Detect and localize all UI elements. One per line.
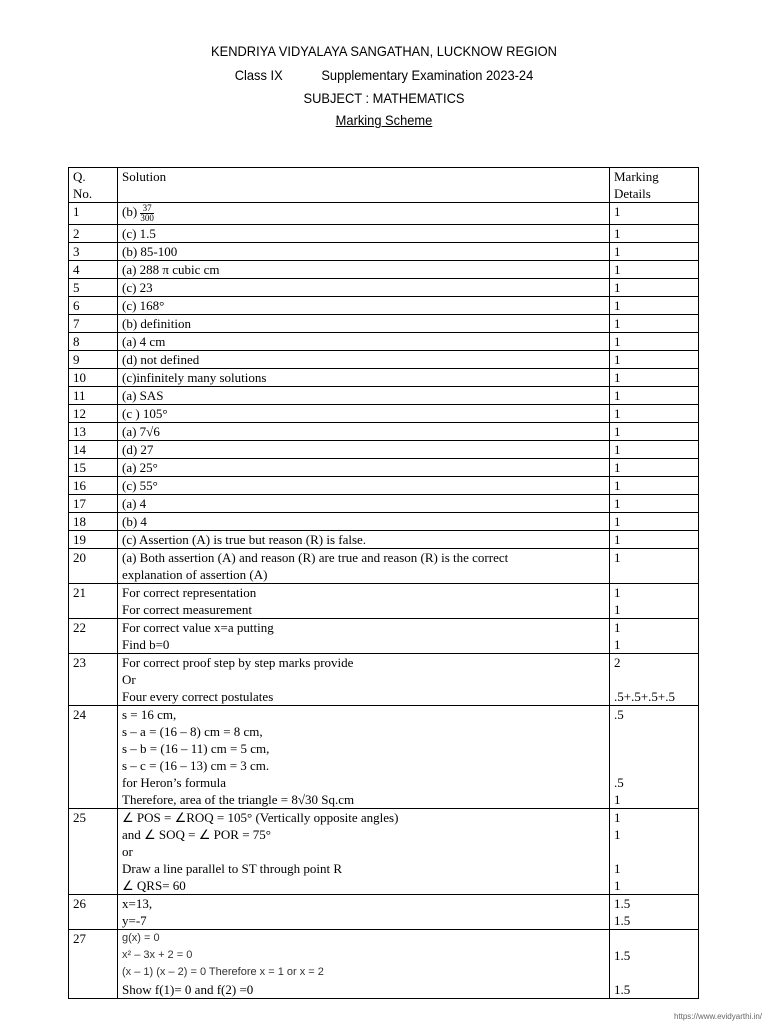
table-row: [69, 315, 699, 333]
col-header-solution: Solution: [118, 168, 610, 203]
marks-line: 1.5: [614, 913, 631, 928]
question-number: 15: [69, 459, 118, 477]
marks-cell: [610, 495, 699, 513]
solution-cell: [118, 333, 610, 351]
marks-line: 1: [614, 388, 621, 403]
solution-cell: [118, 315, 610, 333]
solution-cell: [118, 549, 610, 584]
solution-line: (a) 7√6: [122, 424, 160, 439]
marks-line: 1: [614, 370, 621, 385]
table-row: [69, 297, 699, 315]
marks-line: 1: [614, 226, 621, 241]
question-number: 7: [69, 315, 118, 333]
solution-cell: [118, 261, 610, 279]
table-row: [69, 261, 699, 279]
marks-line: [614, 723, 694, 740]
question-number: 5: [69, 279, 118, 297]
solution-line: (d) 27: [122, 442, 154, 457]
marks-line: [614, 930, 694, 947]
question-number: 11: [69, 387, 118, 405]
solution-line: (c) 23: [122, 280, 153, 295]
solution-line: ∠ POS = ∠ROQ = 105° (Vertically opposite angles): [122, 810, 399, 825]
marks-cell: [610, 405, 699, 423]
solution-cell: [118, 895, 610, 930]
marks-cell: [610, 203, 699, 225]
solution-cell: [118, 423, 610, 441]
question-number: 3: [69, 243, 118, 261]
marks-line: .5: [614, 775, 624, 790]
marks-line: 1: [614, 442, 621, 457]
marks-line: 1: [614, 316, 621, 331]
solution-line: (b) $\frac{37}{300}$: [122, 202, 154, 223]
solution-line: For correct value x=a putting: [122, 620, 274, 635]
marks-cell: [610, 549, 699, 584]
solution-line: Or: [122, 672, 136, 687]
table-row: [69, 531, 699, 549]
solution-cell: [118, 387, 610, 405]
solution-line: (x – 1) (x – 2) = 0 Therefore x = 1 or x = 2: [122, 966, 324, 978]
col-header-qno: Q. No.: [69, 168, 118, 203]
marks-line: 1: [614, 620, 621, 635]
marks-line: .5: [614, 707, 624, 722]
question-number: 6: [69, 297, 118, 315]
marks-cell: [610, 619, 699, 654]
marks-line: 1: [614, 496, 621, 511]
question-number: 12: [69, 405, 118, 423]
solution-cell: [118, 351, 610, 369]
table-row: [69, 225, 699, 243]
marks-line: 1: [614, 602, 621, 617]
solution-cell: [118, 619, 610, 654]
solution-cell: [118, 279, 610, 297]
marks-cell: [610, 459, 699, 477]
marks-line: 1.5: [614, 896, 631, 911]
marks-line: 1: [614, 878, 621, 893]
table-row: [69, 513, 699, 531]
marks-cell: [610, 351, 699, 369]
solution-line: (c)infinitely many solutions: [122, 370, 267, 385]
solution-line: For correct proof step by step marks provide: [122, 655, 354, 670]
header-subject: SUBJECT : MATHEMATICS: [303, 90, 465, 106]
solution-line: s – b = (16 – 11) cm = 5 cm,: [122, 741, 270, 756]
header-class-exam: [31, 67, 738, 83]
solution-line: Four every correct postulates: [122, 689, 274, 704]
solution-cell: [118, 297, 610, 315]
marks-line: 1: [614, 352, 621, 367]
question-number: 24: [69, 706, 118, 809]
solution-line: (a) 4: [122, 496, 147, 511]
table-row: [69, 549, 699, 584]
marks-line: 1: [614, 810, 621, 825]
solution-cell: [118, 203, 610, 225]
question-number: 25: [69, 809, 118, 895]
marks-cell: [610, 423, 699, 441]
marks-line: [614, 740, 694, 757]
table-body: [69, 203, 699, 999]
solution-line: For correct representation: [122, 585, 257, 600]
question-number: 18: [69, 513, 118, 531]
question-number: 26: [69, 895, 118, 930]
question-number: 20: [69, 549, 118, 584]
solution-line: (a) SAS: [122, 388, 164, 403]
question-number: 14: [69, 441, 118, 459]
solution-cell: [118, 809, 610, 895]
solution-line: (b) 4: [122, 514, 147, 529]
solution-line: (a) 25°: [122, 460, 158, 475]
marks-line: 1: [614, 861, 621, 876]
header-class: Class IX: [234, 67, 283, 83]
solution-line: s – c = (16 – 13) cm = 3 cm.: [122, 758, 270, 773]
solution-cell: [118, 225, 610, 243]
solution-cell: [118, 706, 610, 809]
solution-line: s – a = (16 – 8) cm = 8 cm,: [122, 724, 263, 739]
question-number: 10: [69, 369, 118, 387]
marks-line: 1: [614, 334, 621, 349]
question-number: 21: [69, 584, 118, 619]
marks-line: 1: [614, 514, 621, 529]
solution-cell: [118, 930, 610, 999]
table-row: [69, 369, 699, 387]
solution-line: y=-7: [122, 913, 147, 928]
marks-cell: [610, 584, 699, 619]
marks-cell: [610, 387, 699, 405]
solution-line: (c) Assertion (A) is true but reason (R) is false.: [122, 532, 367, 547]
marks-line: [614, 566, 694, 583]
question-number: 4: [69, 261, 118, 279]
solution-cell: [118, 243, 610, 261]
header-exam: Supplementary Examination 2023-24: [321, 67, 534, 83]
table-row: [69, 203, 699, 225]
marks-line: [614, 964, 694, 981]
marks-line: 1: [614, 262, 621, 277]
solution-line: (a) 288 π cubic cm: [122, 262, 220, 277]
marks-line: 2: [614, 655, 621, 670]
table-row: [69, 895, 699, 930]
solution-cell: [118, 459, 610, 477]
marks-line: 1: [614, 460, 621, 475]
table-row: [69, 584, 699, 619]
marks-line: 1.5: [614, 982, 631, 997]
marks-line: 1: [614, 550, 621, 565]
solution-line: (b) 85-100: [122, 244, 178, 259]
marks-line: 1.5: [614, 948, 631, 963]
table-row: [69, 279, 699, 297]
solution-line: x² – 3x + 2 = 0: [122, 949, 193, 961]
marks-cell: [610, 369, 699, 387]
table-row: [69, 423, 699, 441]
col-header-marks: Marking Details: [610, 168, 699, 203]
fraction: $\frac{37}{300}$: [140, 202, 154, 223]
marks-cell: [610, 261, 699, 279]
table-row: [69, 930, 699, 999]
solution-line: (c ) 105°: [122, 406, 168, 421]
question-number: 19: [69, 531, 118, 549]
marks-cell: [610, 930, 699, 999]
table-row: [69, 351, 699, 369]
table-row: [69, 619, 699, 654]
marks-line: [614, 757, 694, 774]
solution-line: (c) 168°: [122, 298, 165, 313]
solution-cell: [118, 654, 610, 706]
question-number: 27: [69, 930, 118, 999]
marks-cell: [610, 513, 699, 531]
table-row: [69, 405, 699, 423]
solution-cell: [118, 531, 610, 549]
marks-line: [614, 843, 694, 860]
solution-cell: [118, 495, 610, 513]
table-row: [69, 459, 699, 477]
table-row: [69, 809, 699, 895]
solution-line: (c) 55°: [122, 478, 158, 493]
question-number: 23: [69, 654, 118, 706]
marks-cell: [610, 706, 699, 809]
marks-line: 1: [614, 204, 621, 219]
marks-cell: [610, 225, 699, 243]
solution-line: Find b=0: [122, 637, 170, 652]
solution-line: (c) 1.5: [122, 226, 156, 241]
solution-cell: [118, 369, 610, 387]
marks-line: [614, 671, 694, 688]
marks-cell: [610, 315, 699, 333]
marks-line: 1: [614, 532, 621, 547]
marks-cell: [610, 654, 699, 706]
table-row: [69, 706, 699, 809]
question-number: 16: [69, 477, 118, 495]
solution-line: (d) not defined: [122, 352, 200, 367]
solution-cell: [118, 405, 610, 423]
marks-cell: [610, 441, 699, 459]
solution-line: Therefore, area of the triangle = 8√30 Sq.cm: [122, 792, 355, 807]
solution-line: (a) 4 cm: [122, 334, 166, 349]
question-number: 8: [69, 333, 118, 351]
marks-cell: [610, 809, 699, 895]
table-row: [69, 243, 699, 261]
marks-cell: [610, 477, 699, 495]
header-title: KENDRIYA VIDYALAYA SANGATHAN, LUCKNOW REGION: [211, 43, 557, 59]
footer-url: https://www.evidyarthi.in/: [673, 1012, 762, 1021]
solution-line: (b) definition: [122, 316, 191, 331]
solution-line: Draw a line parallel to ST through point R: [122, 861, 342, 876]
marks-cell: [610, 279, 699, 297]
table-row: [69, 441, 699, 459]
marks-cell: [610, 531, 699, 549]
solution-line: ∠ QRS= 60: [122, 878, 186, 893]
question-number: 9: [69, 351, 118, 369]
marks-line: 1: [614, 244, 621, 259]
solution-cell: [118, 441, 610, 459]
table-header-row: [69, 168, 699, 203]
table-row: [69, 333, 699, 351]
solution-cell: [118, 477, 610, 495]
table-row: [69, 477, 699, 495]
question-number: 1: [69, 203, 118, 225]
question-number: 2: [69, 225, 118, 243]
marks-line: .5+.5+.5+.5: [614, 689, 675, 704]
marks-line: 1: [614, 827, 621, 842]
table-row: [69, 495, 699, 513]
solution-line: For correct measurement: [122, 602, 252, 617]
question-number: 17: [69, 495, 118, 513]
table-row: [69, 387, 699, 405]
marks-line: 1: [614, 406, 621, 421]
solution-cell: [118, 513, 610, 531]
marking-scheme-table: [68, 167, 699, 999]
solution-cell: [118, 584, 610, 619]
question-number: 13: [69, 423, 118, 441]
marks-cell: [610, 333, 699, 351]
solution-line: explanation of assertion (A): [122, 567, 268, 582]
marks-line: 1: [614, 478, 621, 493]
table-row: [69, 654, 699, 706]
marks-cell: [610, 895, 699, 930]
solution-line: or: [122, 844, 133, 859]
solution-line: for Heron’s formula: [122, 775, 226, 790]
marks-line: 1: [614, 637, 621, 652]
solution-line: x=13,: [122, 896, 153, 911]
solution-line: g(x) = 0: [122, 932, 160, 944]
solution-line: and ∠ SOQ = ∠ POR = 75°: [122, 827, 271, 842]
marks-line: 1: [614, 280, 621, 295]
marks-line: 1: [614, 298, 621, 313]
solution-line: (a) Both assertion (A) and reason (R) are true and reason (R) is the correct: [122, 550, 509, 565]
solution-line: Show f(1)= 0 and f(2) =0: [122, 982, 254, 997]
marks-line: 1: [614, 792, 621, 807]
marks-line: 1: [614, 585, 621, 600]
header-marking-scheme: Marking Scheme: [335, 112, 433, 128]
marks-cell: [610, 243, 699, 261]
solution-line: s = 16 cm,: [122, 707, 177, 722]
marks-line: 1: [614, 424, 621, 439]
question-number: 22: [69, 619, 118, 654]
marks-cell: [610, 297, 699, 315]
